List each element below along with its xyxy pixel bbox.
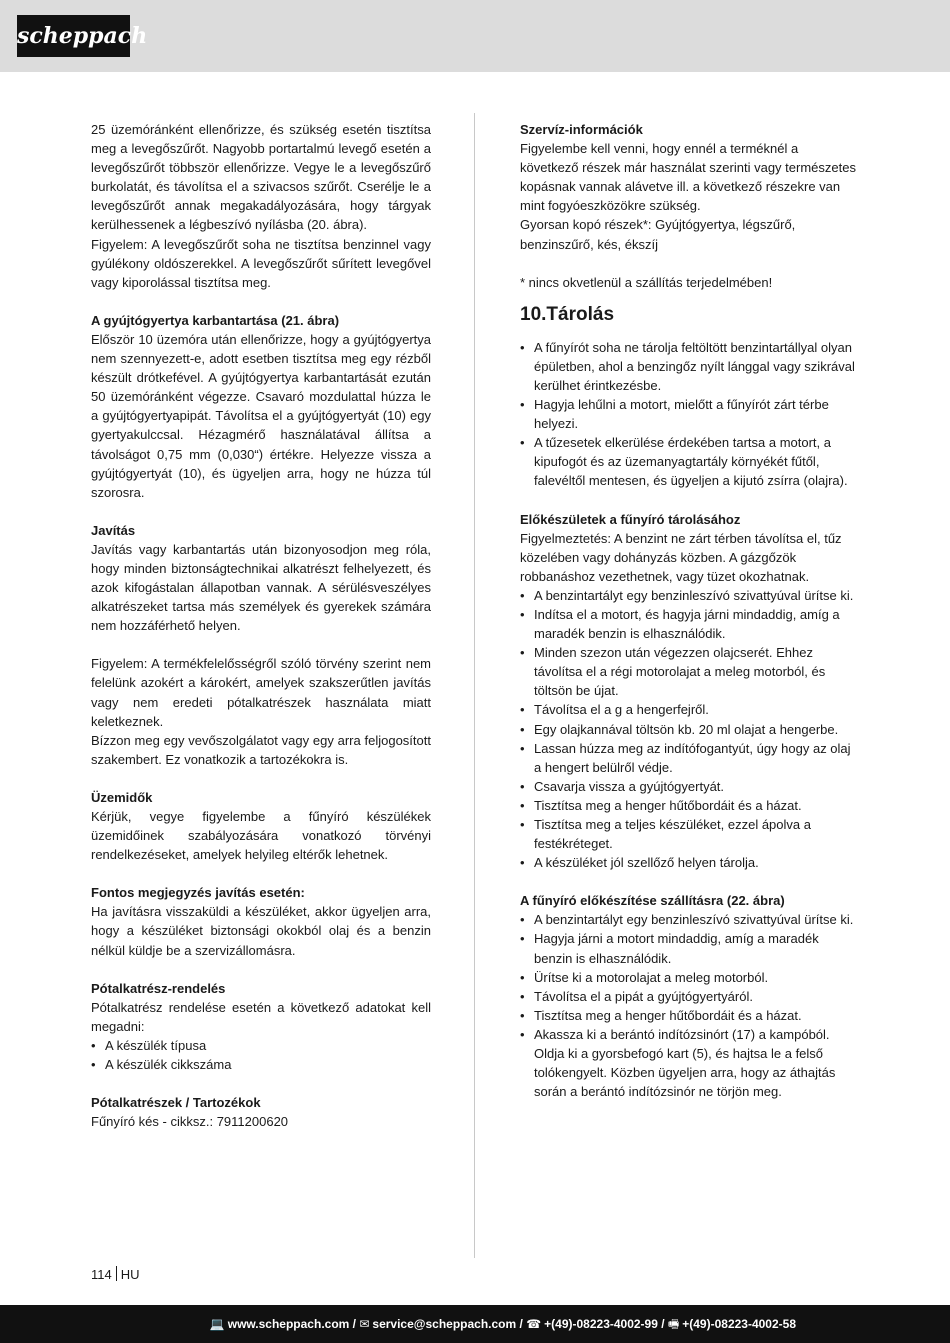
list-item: • Minden szezon után végezzen olajcserét. Ehhez távolítsa el a régi motorolajat a meleg motorból, és töltsön be újat. <box>520 643 860 700</box>
page-number-value: 114 <box>91 1267 112 1282</box>
important-note-heading: Fontos megjegyzés javítás esetén: <box>91 885 305 901</box>
transport-heading: A fűnyíró előkészítése szállításra (22. ábra) <box>520 893 785 909</box>
storage-list <box>520 338 860 491</box>
spare-parts-text: Fűnyíró kés - cikksz.: 7911200620 <box>91 1114 289 1130</box>
section-title: Tárolás <box>546 303 615 325</box>
list-item: • Távolítsa el a pipát a gyújtógyertyáról. <box>520 987 860 1006</box>
footer-separator: / <box>516 1317 527 1331</box>
list-item: • Indítsa el a motort, és hagyja járni mindaddig, amíg a maradék benzin is elhasználódik. <box>520 605 860 643</box>
list-item: • A készüléket jól szellőző helyen tárolja. <box>520 853 860 872</box>
storage-prep-warning: Figyelmeztetés: A benzint ne zárt térben távolítsa el, tűz közelében vagy dohányzás közben. A gázgőzök robbanáshoz vezethetnek, vagy tüzet okozhatnak. <box>520 530 842 584</box>
list-item: • Hagyja járni a motort mindaddig, amíg a maradék benzin is elhasználódik. <box>520 929 860 967</box>
list-item: • A készülék típusa <box>91 1036 431 1055</box>
list-item: • A készülék cikkszáma <box>91 1055 431 1074</box>
footer-fax: +(49)-08223-4002-58 <box>682 1317 796 1331</box>
air-filter-text: 25 üzemóránként ellenőrizze, és szükség esetén tisztítsa meg a levegőszűrőt. Nagyobb portartalmú levegő esetén a levegőszűrőt többször ellenőrizze. Vegye le a levegőszűrő burkolatát, és távolítsa el a szivacsos szűrőt. Cserélje le a levegőszűrőt annak megakadályozására, hogy tárgyak kerülhessenek a légbeszívó nyílásba (20. ábra). <box>91 122 431 233</box>
spare-order-list <box>91 1036 431 1074</box>
repair-text: Javítás vagy karbantartás után bizonyosodjon meg róla, hogy minden biztonságtechnikai alkatrészt felhelyezett, és azok kifogástalan állapotban vannak. A sérülésveszélyes alkatrészeket tartsa más személyek és gyerekek számára nem hozzáférhető helyen. <box>91 541 431 634</box>
footer-website-link[interactable]: www.scheppach.com <box>227 1317 350 1331</box>
list-item: • A benzintartályt egy benzinleszívó szivattyúval ürítse ki. <box>520 586 860 605</box>
list-item: • A benzintartályt egy benzinleszívó szivattyúval ürítse ki. <box>520 910 860 929</box>
left-column <box>91 120 431 1131</box>
sparkplug-text: Először 10 üzemóra után ellenőrizze, hogy a gyújtógyertya nem szennyezett-e, adott esetben tisztítsa meg egy rézből készült drótkefével. A gyújtógyertya karbantartását ezután 50 üzemóránként végezze. Csavaró mozdulattal húzza le a gyújtógyertyapipát. Távolítsa el a gyújtógyertyát (10) egy gyertyakulccsal. Hézagmérő használatával állítsa a távolságot 0,75 mm (0,030“) értékre. Helyezze vissza a gyújtógyertyát (10), és ügyeljen arra, hogy ne húzza túl szorosra. <box>91 331 431 500</box>
footer-separator: / <box>657 1317 668 1331</box>
footer-email-link[interactable]: service@scheppach.com <box>372 1317 517 1331</box>
list-item: • Ürítse ki a motorolajat a meleg motorból. <box>520 968 860 987</box>
mail-icon: ✉ <box>359 1317 370 1331</box>
list-item: • Távolítsa el a g a hengerfejről. <box>520 700 860 719</box>
sparkplug-heading: A gyújtógyertya karbantartása (21. ábra) <box>91 312 340 328</box>
list-item: • Egy olajkannával töltsön kb. 20 ml olajat a hengerbe. <box>520 720 860 739</box>
page-language: HU <box>120 1267 140 1282</box>
page-number <box>91 1265 140 1284</box>
operating-hours-text: Kérjük, vegye figyelembe a fűnyíró készülékek üzemidőinek szabályozására vonatkozó törvényi rendelkezéseket, amelyek helyileg eltérők lehetnek. <box>91 809 431 863</box>
scheppach-logo: scheppach <box>17 15 130 57</box>
page-footer <box>0 1305 950 1343</box>
list-item: • Tisztítsa meg a teljes készüléket, ezzel ápolva a festékréteget. <box>520 815 860 853</box>
list-item: • Tisztítsa meg a henger hűtőbordáit és a házat. <box>520 1006 860 1025</box>
list-item: • Lassan húzza meg az indítófogantyút, úgy hogy az olaj a hengert belülről védje. <box>520 739 860 777</box>
section-number: 10. <box>520 303 547 325</box>
page-header <box>0 0 950 72</box>
right-column <box>520 120 860 1101</box>
column-divider <box>474 113 475 1258</box>
storage-prep-heading: Előkészületek a fűnyíró tárolásához <box>520 511 741 527</box>
page-number-separator <box>116 1266 117 1281</box>
list-item: • A tűzesetek elkerülése érdekében tartsa a motort, a kipufogót és az üzemanyagtartály környékét fűtől, falevéltől mentesen, és ügyeljen a kijutó zsírra (olajra). <box>520 433 860 490</box>
footer-separator: / <box>349 1317 360 1331</box>
repair-heading: Javítás <box>91 522 136 538</box>
footer-phone: +(49)-08223-4002-99 <box>544 1317 658 1331</box>
computer-icon: 💻 <box>209 1317 225 1331</box>
spare-parts-heading: Pótalkatrészek / Tartozékok <box>91 1095 261 1111</box>
liability-text: Figyelem: A termékfelelősségről szóló törvény szerint nem felelünk azokért a károkért, amelyek szakszerűtlen javítás vagy nem eredeti pótalkatrészek használata miatt keletkeznek. <box>91 656 431 729</box>
fax-icon: 🖷 <box>667 1317 680 1331</box>
list-item: • Csavarja vissza a gyújtógyertyát. <box>520 777 860 796</box>
phone-icon: ☎ <box>526 1317 542 1331</box>
section-heading <box>520 302 860 328</box>
spare-order-heading: Pótalkatrész-rendelés <box>91 980 226 996</box>
list-item: • Akassza ki a berántó indítózsinórt (17) a kampóból. Oldja ki a gyorsbefogó kart (5), és hajtsa le a felső tolókengyelt. Közben ügyeljen arra, hogy az áthajtás során a berántó indítózsinór ne törjön meg. <box>520 1025 860 1101</box>
spare-order-text: Pótalkatrész rendelése esetén a következő adatokat kell megadni: <box>91 999 431 1034</box>
liability-text-2: Bízzon meg egy vevőszolgálatot vagy egy arra feljogosított szakembert. Ez vonatkozik a tartozékokra is. <box>91 732 431 767</box>
list-item: • Hagyja lehűlni a motort, mielőtt a fűnyírót zárt térbe helyezi. <box>520 395 860 433</box>
storage-prep-list <box>520 586 860 872</box>
important-note-text: Ha javításra visszaküldi a készüléket, akkor ügyeljen arra, hogy a készüléket biztonsági okokból olaj és a benzin nélkül küldje be a szervizállomásra. <box>91 904 431 958</box>
service-note: * nincs okvetlenül a szállítás terjedelmében! <box>520 274 773 290</box>
list-item: • Tisztítsa meg a henger hűtőbordáit és a házat. <box>520 796 860 815</box>
transport-list <box>520 910 860 1101</box>
operating-hours-heading: Üzemidők <box>91 789 153 805</box>
air-filter-note: Figyelem: A levegőszűrőt soha ne tisztítsa benzinnel vagy gyúlékony oldószerekkel. A levegőszűrőt sűrített levegővel vagy kiporolással tisztítsa meg. <box>91 236 431 290</box>
service-heading: Szervíz-információk <box>520 122 643 137</box>
list-item: • A fűnyírót soha ne tárolja feltöltött benzintartállyal olyan épületben, ahol a benzingőz nyílt lánggal vagy szikrával kerülhet érintkezésbe. <box>520 338 860 395</box>
service-text: Figyelembe kell venni, hogy ennél a terméknél a következő részek már használat szerinti vagy természetes kopásnak vannak alávetve ill. a következő részekre van mint fogyóeszközökre szükség. <box>520 141 856 214</box>
service-parts: Gyorsan kopó részek*: Gyújtógyertya, légszűrő, benzinszűrő, kés, ékszíj <box>520 217 796 252</box>
